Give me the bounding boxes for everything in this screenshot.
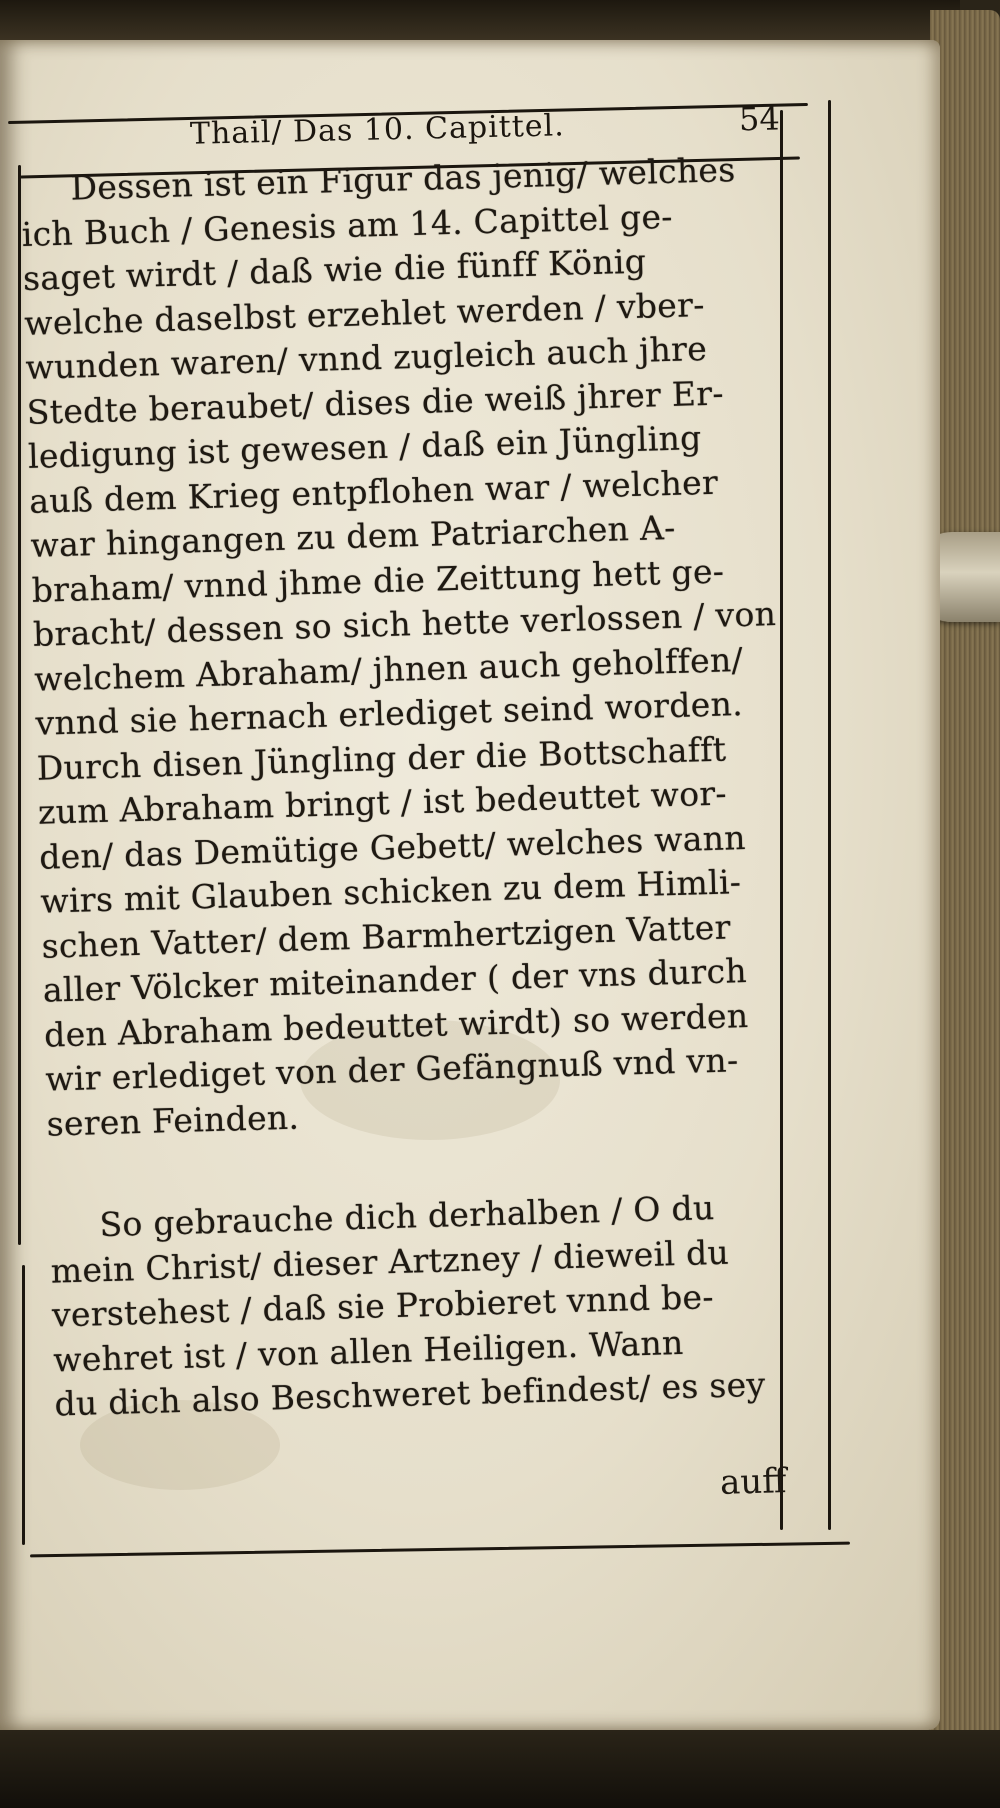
text-line: den Abraham bedeuttet wirdt) so werden bbox=[43, 995, 749, 1055]
page-stack-edge bbox=[930, 10, 1000, 1750]
text-line: verstehest / daß sie Probieret vnnd be- bbox=[51, 1277, 715, 1335]
book-top-edge bbox=[0, 0, 960, 40]
catchword: auff bbox=[719, 1461, 787, 1503]
text-line: aller Völcker miteinander ( der vns durch bbox=[42, 951, 748, 1010]
text-line: zum Abraham bringt / ist bedeuttet wor- bbox=[37, 773, 728, 832]
text-line: war hingangen zu dem Patriarchen A- bbox=[29, 507, 677, 565]
text-line: Durch disen Jüngling der die Bottschafft bbox=[36, 729, 727, 788]
margin-rule bbox=[828, 100, 831, 1530]
text-line: schen Vatter/ dem Barmhertzigen Vatter bbox=[41, 906, 732, 966]
body-text bbox=[20, 147, 815, 1427]
text-line: wunden waren/ vnnd zugleich auch jhre bbox=[25, 328, 708, 387]
book-bottom-shadow bbox=[0, 1730, 1000, 1808]
text-line: Dessen ist ein Figur das jenig/ welches bbox=[70, 150, 736, 208]
text-line: bracht/ dessen so sich hette verlossen / von bbox=[32, 594, 777, 654]
text-line: seren Feinden. bbox=[46, 1097, 300, 1144]
text-line: ich Buch / Genesis am 14. Capittel ge- bbox=[21, 196, 674, 254]
text-line: wir erlediget von der Gefängnuß vnd vn- bbox=[44, 1040, 739, 1099]
text-line: ledigung ist gewesen / daß ein Jüngling bbox=[27, 418, 703, 476]
text-line: auß dem Krieg entpflohen war / welcher bbox=[28, 462, 719, 521]
frame-left-rule bbox=[18, 165, 21, 1245]
text-line: welchem Abraham/ jhnen auch geholffen/ bbox=[33, 639, 744, 699]
header-title: Thail/ Das 10. Capittel. bbox=[189, 108, 566, 152]
text-line: So gebrauche dich derhalben / O du bbox=[98, 1188, 715, 1245]
paragraph-2 bbox=[49, 1183, 815, 1427]
text-line: saget wirdt / daß wie die fünff König bbox=[22, 241, 647, 298]
text-line: wirs mit Glauben schicken zu dem Himli- bbox=[39, 862, 742, 921]
text-line: wehret ist / von allen Heiligen. Wann bbox=[52, 1322, 685, 1380]
text-line: braham/ vnnd jhme die Zeittung hett ge- bbox=[31, 551, 725, 610]
text-line: Stedte beraubet/ dises die weiß jhrer Er- bbox=[26, 372, 725, 432]
text-line: mein Christ/ dieser Artzney / dieweil du bbox=[50, 1232, 730, 1291]
paragraph-1 bbox=[20, 147, 807, 1147]
text-line: vnnd sie hernach erlediget seind worden. bbox=[34, 684, 744, 743]
text-line: welche daselbst erzehlet werden / vber- bbox=[23, 284, 706, 343]
frame-left-rule-lower bbox=[22, 1265, 25, 1545]
page-number: 54 bbox=[738, 99, 781, 139]
text-line: du dich also Beschweret befindest/ es sey bbox=[53, 1364, 766, 1424]
text-line: den/ das Demütige Gebett/ welches wann bbox=[38, 817, 747, 877]
